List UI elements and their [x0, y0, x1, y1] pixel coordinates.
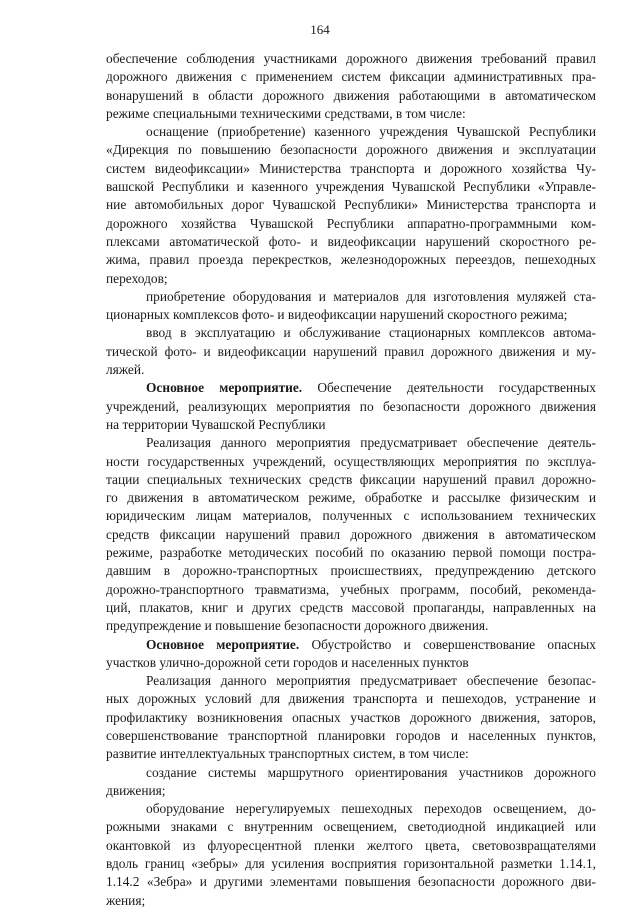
- text-line: [106, 68, 596, 86]
- line-text: дорожного хозяйства Чувашской Республики аппаратно-программными ком-: [106, 215, 596, 231]
- line-text: движения;: [106, 782, 166, 798]
- line-text: профилактику возникновения опасных участков дорожного движения, заторов,: [106, 709, 596, 725]
- text-line: [106, 306, 596, 324]
- line-text: 1.14.2 «Зебра» и другими элементами повышения безопасности дорожного дви-: [106, 874, 596, 890]
- line-text: предупреждение и повышение безопасности дорожного движения.: [106, 618, 489, 634]
- text-line: [106, 178, 596, 196]
- line-text: обеспечение соблюдения участниками дорожного движения требований правил: [106, 51, 596, 66]
- text-line: [106, 855, 596, 873]
- line-text: Реализация данного мероприятия предусматривает обеспечение безопас-: [146, 673, 596, 689]
- document-body: [106, 50, 596, 910]
- text-line: [106, 617, 596, 635]
- line-text: ние автомобильных дорог Чувашской Республики» Министерства транспорта и: [106, 197, 596, 213]
- page-number: 164: [310, 22, 330, 37]
- text-line: [106, 123, 596, 141]
- line-text: ности государственных учреждений, осуществляющих мероприятия по эксплуа-: [106, 453, 596, 469]
- text-line: [106, 526, 596, 544]
- text-line: [106, 800, 596, 818]
- line-text: режиме специальными техническими средствами, в том числе:: [106, 105, 466, 121]
- line-text: участков улично-дорожной сети городов и населенных пунктов: [106, 654, 469, 670]
- text-line: [106, 361, 596, 379]
- line-text: совершенствование транспортной планировки городов и населенных пунктов,: [106, 727, 596, 743]
- line-text: оборудование нерегулируемых пешеходных переходов освещением, до-: [146, 801, 596, 817]
- line-text: го движения в автоматическом режиме, обработке и рассылке физическим и: [106, 490, 596, 506]
- text-line: [106, 709, 596, 727]
- text-line: [106, 196, 596, 214]
- text-line: [106, 745, 596, 763]
- line-text: переходов;: [106, 270, 168, 286]
- text-line: [106, 87, 596, 105]
- text-line: [106, 160, 596, 178]
- text-line: [106, 544, 596, 562]
- line-text: окантовкой из флуоресцентной пленки желтого цвета, световозвращателями: [106, 837, 596, 853]
- line-text: на территории Чувашской Республики: [106, 416, 326, 432]
- line-text: ввод в эксплуатацию и обслуживание стационарных комплексов автома-: [146, 325, 596, 341]
- text-line: [106, 215, 596, 233]
- text-line: [106, 434, 596, 452]
- line-text: приобретение оборудования и материалов для изготовления муляжей ста-: [146, 288, 596, 304]
- text-line: [106, 416, 596, 434]
- line-text: учреждений, реализующих мероприятия по безопасности дорожного движения: [106, 398, 596, 414]
- text-line: [106, 471, 596, 489]
- text-line: [106, 599, 596, 617]
- text-line: [106, 892, 596, 910]
- text-line: [106, 873, 596, 891]
- section-heading: Основное мероприятие.: [146, 380, 303, 396]
- text-line: [106, 105, 596, 123]
- line-text: Обустройство и совершенствование опасных: [299, 636, 596, 652]
- text-line: [106, 343, 596, 361]
- line-text: тации специальных технических средств фиксации нарушений правил дорожно-: [106, 471, 596, 487]
- line-text: режиме, разработке методических пособий по оказанию первой помощи постра-: [106, 545, 596, 561]
- line-text: средств фиксации нарушений правил дорожного движения в автоматическом: [106, 526, 596, 542]
- text-line: [106, 654, 596, 672]
- text-line: [106, 50, 596, 68]
- text-line: [106, 581, 596, 599]
- text-line: [106, 818, 596, 836]
- line-text: создание системы маршрутного ориентирования участников дорожного: [146, 764, 596, 780]
- line-text: ций, плакатов, книг и других средств массовой пропаганды, направленных на: [106, 599, 596, 615]
- line-text: Реализация данного мероприятия предусматривает обеспечение деятель-: [146, 435, 596, 451]
- line-text: ных дорожных условий для движения транспорта и пешеходов, устранение и: [106, 691, 596, 707]
- text-line: [106, 324, 596, 342]
- line-text: развитие интеллектуальных транспортных систем, в том числе:: [106, 746, 469, 762]
- line-text: дорожно-транспортного травматизма, учебных программ, пособий, рекоменда-: [106, 581, 596, 597]
- section-heading: Основное мероприятие.: [146, 636, 300, 652]
- text-line: [106, 270, 596, 288]
- text-line: [106, 398, 596, 416]
- text-line: [106, 379, 596, 397]
- line-text: вонарушений в области дорожного движения работающими в автоматическом: [106, 87, 596, 103]
- line-text: «Дирекция по повышению безопасности дорожного движения и эксплуатации: [106, 142, 596, 158]
- line-text: давшим в дорожно-транспортных происшествиях, предупреждению детского: [106, 563, 596, 579]
- line-text: жения;: [106, 892, 146, 908]
- line-text: вашской Республики и казенного учреждения Чувашской Республики «Управле-: [106, 179, 596, 195]
- line-text: оснащение (приобретение) казенного учреждения Чувашской Республики: [146, 124, 596, 140]
- line-text: рожными знаками с внутренним освещением, светодиодной индикацией или: [106, 819, 596, 835]
- text-line: [106, 690, 596, 708]
- text-line: [106, 562, 596, 580]
- text-line: [106, 233, 596, 251]
- line-text: жима, правил проезда перекрестков, железнодорожных переездов, пешеходных: [106, 252, 596, 268]
- text-line: [106, 288, 596, 306]
- text-line: [106, 141, 596, 159]
- text-line: [106, 727, 596, 745]
- text-line: [106, 672, 596, 690]
- line-text: Обеспечение деятельности государственных: [302, 380, 596, 396]
- text-line: [106, 764, 596, 782]
- text-line: [106, 251, 596, 269]
- line-text: плексами автоматической фото- и видеофиксации нарушений скоростного ре-: [106, 233, 596, 249]
- line-text: дорожного движения с применением систем фиксации административных пра-: [106, 69, 596, 85]
- text-line: [106, 489, 596, 507]
- text-line: [106, 782, 596, 800]
- line-text: юридическим лицам материалов, полученных с использованием технических: [106, 508, 596, 524]
- text-line: [106, 453, 596, 471]
- line-text: систем видеофиксации» Министерства транспорта и дорожного хозяйства Чу-: [106, 160, 596, 176]
- text-line: [106, 837, 596, 855]
- text-line: [106, 636, 596, 654]
- line-text: ционарных комплексов фото- и видеофиксации нарушений скоростного режима;: [106, 307, 568, 323]
- line-text: ляжей.: [106, 362, 145, 378]
- line-text: вдоль границ «зебры» для усиления восприятия горизонтальной разметки 1.14.1,: [106, 856, 596, 872]
- text-line: [106, 507, 596, 525]
- line-text: тической фото- и видеофиксации нарушений правил дорожного движения и му-: [106, 343, 596, 359]
